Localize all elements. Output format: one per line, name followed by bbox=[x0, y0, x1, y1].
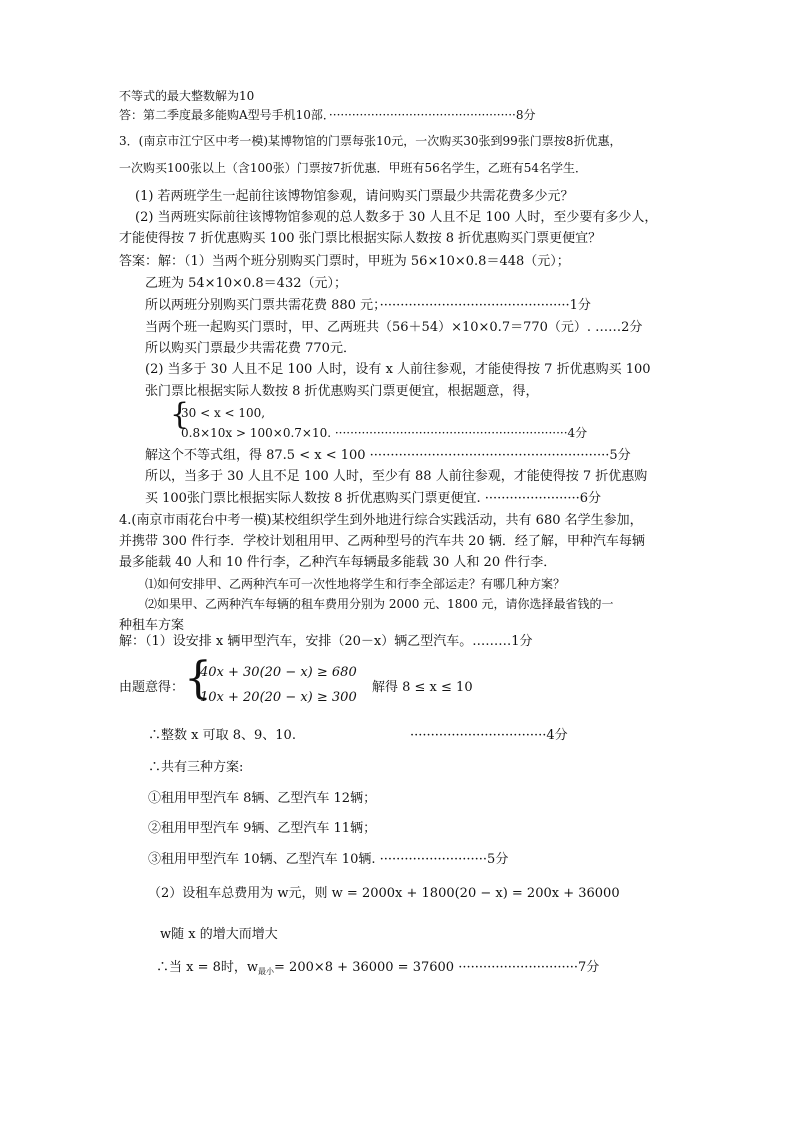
text-line: 张门票比根据实际人数按 8 折优惠购买门票更便宜，根据题意，得， bbox=[145, 384, 539, 399]
text-line: 答：第二季度最多能购A型号手机10部．·················································8分 bbox=[119, 108, 536, 122]
plan-1: ①租用甲型汽车 8辆、乙型汽车 12辆； bbox=[148, 791, 377, 806]
text-line: ∴共有三种方案: bbox=[148, 760, 244, 775]
text-line: (2) 当多于 30 人且不足 100 人时，设有 x 人前往参观，才能使得按 7 折优惠购买 100 bbox=[145, 362, 651, 377]
question-2: ⑵如果甲、乙两种汽车每辆的租车费用分别为 2000 元、1800 元，请你选择最省钱的一 bbox=[145, 597, 614, 611]
min-cost-result: = 200×8 + 36000 = 37600 ·····························7分 bbox=[274, 960, 600, 975]
inequality-1: 30 < x < 100, bbox=[181, 406, 266, 420]
text-line: 所以两班分别购买门票共需花费 880 元；··············································1分 bbox=[145, 298, 591, 313]
system-eq-2: 10x + 20(20 − x) ≥ 300 bbox=[200, 690, 357, 705]
text-line: w随 x 的增大而增大 bbox=[160, 927, 278, 942]
text-line: 并携带 300 件行李．学校计划租用甲、乙两种型号的汽车共 20 辆．经了解，甲种汽车每辆 bbox=[119, 534, 645, 549]
text-line: 一次购买100张以上（含100张）门票按7折优惠．甲班有56名学生，乙班有54名学生． bbox=[119, 161, 587, 175]
text-line: 解这个不等式组，得 87.5 < x < 100 ··························································5分 bbox=[145, 448, 631, 463]
solution-line: 解：（1）设安排 x 辆甲型汽车，安排（20－x）辆乙型汽车。………1分 bbox=[119, 634, 533, 649]
plan-3: ③租用甲型汽车 10辆、乙型汽车 10辆. ··························5分 bbox=[148, 852, 509, 867]
question-1: ⑴如何安排甲、乙两种汽车可一次性地将学生和行李全部运走？有哪几种方案？ bbox=[145, 577, 566, 591]
score-4: ·································4分 bbox=[410, 728, 568, 743]
text-line: 所以购买门票最少共需花费 770元． bbox=[145, 341, 356, 356]
text-line: 种租车方案 bbox=[119, 618, 185, 633]
text-line: 最多能载 40 人和 10 件行李，乙种汽车每辆最多能载 30 人和 20 件行李． bbox=[119, 555, 557, 570]
text-line: 不等式的最大整数解为10 bbox=[119, 89, 255, 103]
text-line: ∴整数 x 可取 8、9、10. bbox=[148, 728, 296, 743]
text-line: 买 100张门票比根据实际人数按 8 折优惠购买门票更便宜. ·······················6分 bbox=[145, 491, 602, 506]
cost-formula: （2）设租车总费用为 w元，则 w = 2000x + 1800(20 − x) = 200x + 36000 bbox=[148, 886, 620, 901]
problem-4-heading: 4.(南京市雨花台中考一模)某校组织学生到外地进行综合实践活动，共有 680 名学生参加， bbox=[119, 513, 643, 528]
plan-2: ②租用甲型汽车 9辆、乙型汽车 11辆； bbox=[148, 821, 377, 836]
inequality-2: 0.8×10x > 100×0.7×10. ·····························································4分 bbox=[181, 426, 588, 440]
text-line: 才能使得按 7 折优惠购买 100 张门票比根据实际人数按 8 折优惠购买门票更便宜？ bbox=[119, 231, 602, 246]
min-cost-prefix: ∴当 x = 8时，w bbox=[156, 960, 259, 975]
problem-3-heading: 3．(南京市江宁区中考一模)某博物馆的门票每张10元，一次购买30张到99张门票按8折优惠， bbox=[119, 134, 622, 148]
solution-range: 解得 8 ≤ x ≤ 10 bbox=[372, 680, 473, 695]
min-cost-line bbox=[156, 961, 599, 976]
text-line: 所以，当多于 30 人且不足 100 人时，至少有 88 人前往参观，才能使得按 7 折优惠购 bbox=[145, 469, 648, 484]
text-line: 乙班为 54×10×0.8＝432（元）； bbox=[145, 276, 347, 291]
subscript-min: 最小 bbox=[258, 967, 275, 976]
text-line: 由题意得： bbox=[119, 680, 185, 695]
answer-heading: 答案：解：（1）当两个班分别购买门票时，甲班为 56×10×0.8＝448（元）； bbox=[119, 254, 570, 269]
text-line: 当两个班一起购买门票时，甲、乙两班共（56＋54）×10×0.7＝770（元）. ……2分 bbox=[145, 320, 643, 335]
question-2: (2) 当两班实际前往该博物馆参观的总人数多于 30 人且不足 100 人时，至少要有多少人， bbox=[135, 210, 658, 225]
system-eq-1: 40x + 30(20 − x) ≥ 680 bbox=[200, 665, 357, 680]
left-brace: { bbox=[184, 653, 212, 704]
question-1: (1) 若两班学生一起前往该博物馆参观，请问购买门票最少共需花费多少元？ bbox=[135, 189, 574, 204]
left-brace: { bbox=[170, 397, 190, 432]
